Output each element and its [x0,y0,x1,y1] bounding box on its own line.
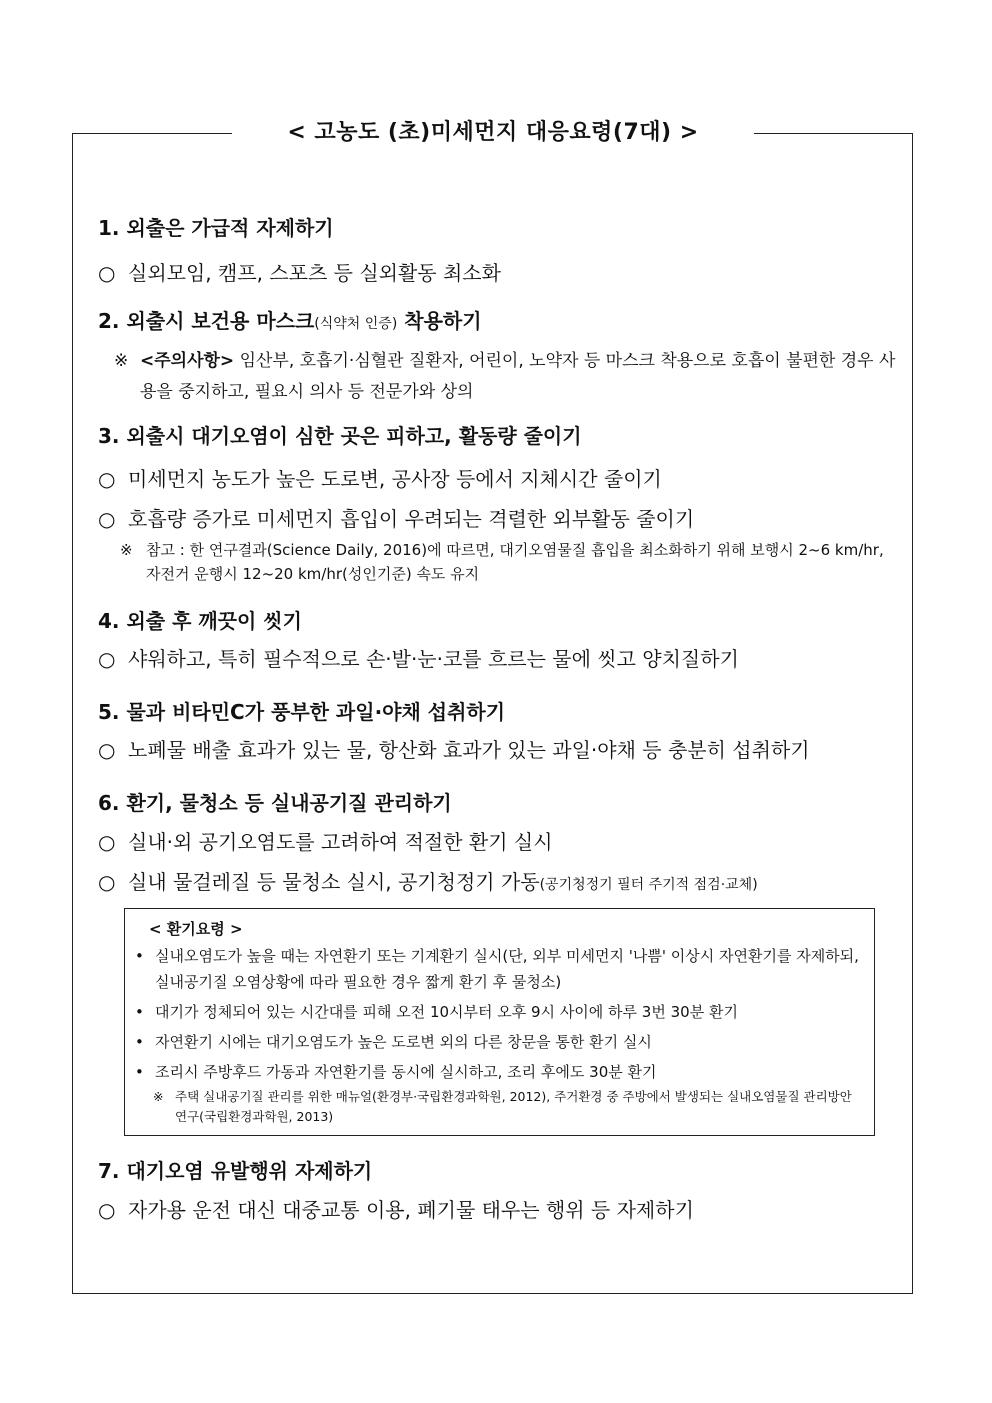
list-item: • 대기가 정체되어 있는 시간대를 피해 오전 10시부터 오후 9시 사이에 하루 3번 30분 환기 [135,999,864,1025]
page-title: < 고농도 (초)미세먼지 대응요령(7대) > [232,114,754,152]
reference-mark-icon: ※ [120,541,133,559]
section-4-heading: 4. 외출 후 깨끗이 씻기 [98,609,302,633]
list-item: ○ 실내·외 공기오염도를 고려하여 적절한 환기 실시 [98,827,898,857]
reference-note: ※ 주택 실내공기질 관리를 위한 매뉴얼(환경부·국립환경과학원, 2012), 주거환경 중 주방에서 발생되는 실내오염물질 관리방안 연구(국립환경과학원, 2013) [153,1087,864,1127]
circle-marker-icon: ○ [98,647,116,671]
section-6-heading: 6. 환기, 물청소 등 실내공기질 관리하기 [98,791,452,815]
list-item: ○ 미세먼지 농도가 높은 도로변, 공사장 등에서 지체시간 줄이기 [98,464,898,494]
ventilation-guide-box [124,908,875,1136]
section-2-heading: 2. 외출시 보건용 마스크(식약처 인증) 착용하기 [98,309,482,333]
document-body [98,213,898,1225]
circle-marker-icon: ○ [98,830,116,854]
reference-mark-icon: ※ [153,1089,164,1104]
caution-note: ※ <주의사항> 임산부, 호흡기·심혈관 질환자, 어린이, 노약자 등 마스크 착용으로 호흡이 불편한 경우 사용을 중지하고, 필요시 의사 등 전문가와 상의 [114,346,898,408]
section-1-heading: 1. 외출은 가급적 자제하기 [98,216,334,240]
circle-marker-icon: ○ [98,1198,116,1222]
list-item: ○ 실내 물걸레질 등 물청소 실시, 공기청정기 가동(공기청정기 필터 주기적 점검·교체) [98,867,898,900]
list-item: • 조리시 주방후드 가동과 자연환기를 동시에 실시하고, 조리 후에도 30분 환기 [135,1059,864,1085]
bullet-icon: • [135,947,144,965]
section-3-heading: 3. 외출시 대기오염이 심한 곳은 피하고, 활동량 줄이기 [98,424,582,448]
bullet-icon: • [135,1063,144,1081]
bullet-icon: • [135,1033,144,1051]
list-item: • 실내오염도가 높을 때는 자연환기 또는 기계환기 실시(단, 외부 미세먼지 '나쁨' 이상시 자연환기를 자제하되, 실내공기질 오염상황에 따라 필요한 경우 짧게 환기 후 물청소) [135,943,864,995]
list-item: ○ 실외모임, 캠프, 스포츠 등 실외활동 최소화 [98,258,898,288]
list-item: ○ 샤워하고, 특히 필수적으로 손·발·눈·코를 흐르는 물에 씻고 양치질하기 [98,644,898,674]
section-5-heading: 5. 물과 비타민C가 풍부한 과일·야채 섭취하기 [98,700,506,724]
circle-marker-icon: ○ [98,507,116,531]
circle-marker-icon: ○ [98,261,116,285]
list-item: ○ 자가용 운전 대신 대중교통 이용, 폐기물 태우는 행위 등 자제하기 [98,1195,898,1225]
list-item: ○ 노폐물 배출 효과가 있는 물, 항산화 효과가 있는 과일·야채 등 충분히 섭취하기 [98,735,898,765]
list-item: ○ 호흡량 증가로 미세먼지 흡입이 우려되는 격렬한 외부활동 줄이기 [98,504,898,534]
bullet-icon: • [135,1003,144,1021]
reference-mark-icon: ※ [114,351,129,371]
circle-marker-icon: ○ [98,738,116,762]
circle-marker-icon: ○ [98,870,116,894]
list-item: • 자연환기 시에는 대기오염도가 높은 도로변 외의 다른 창문을 통한 환기 실시 [135,1029,864,1055]
circle-marker-icon: ○ [98,467,116,491]
section-7-heading: 7. 대기오염 유발행위 자제하기 [98,1159,373,1183]
reference-note: ※ 참고 : 한 연구결과(Science Daily, 2016)에 따르면, 대기오염물질 흡입을 최소화하기 위해 보행시 2~6 km/hr, 자전거 운행시 12~20 km/hr(성인기준) 속도 유지 [120,538,898,586]
ventilation-guide-title: < 환기요령 > [149,920,243,938]
